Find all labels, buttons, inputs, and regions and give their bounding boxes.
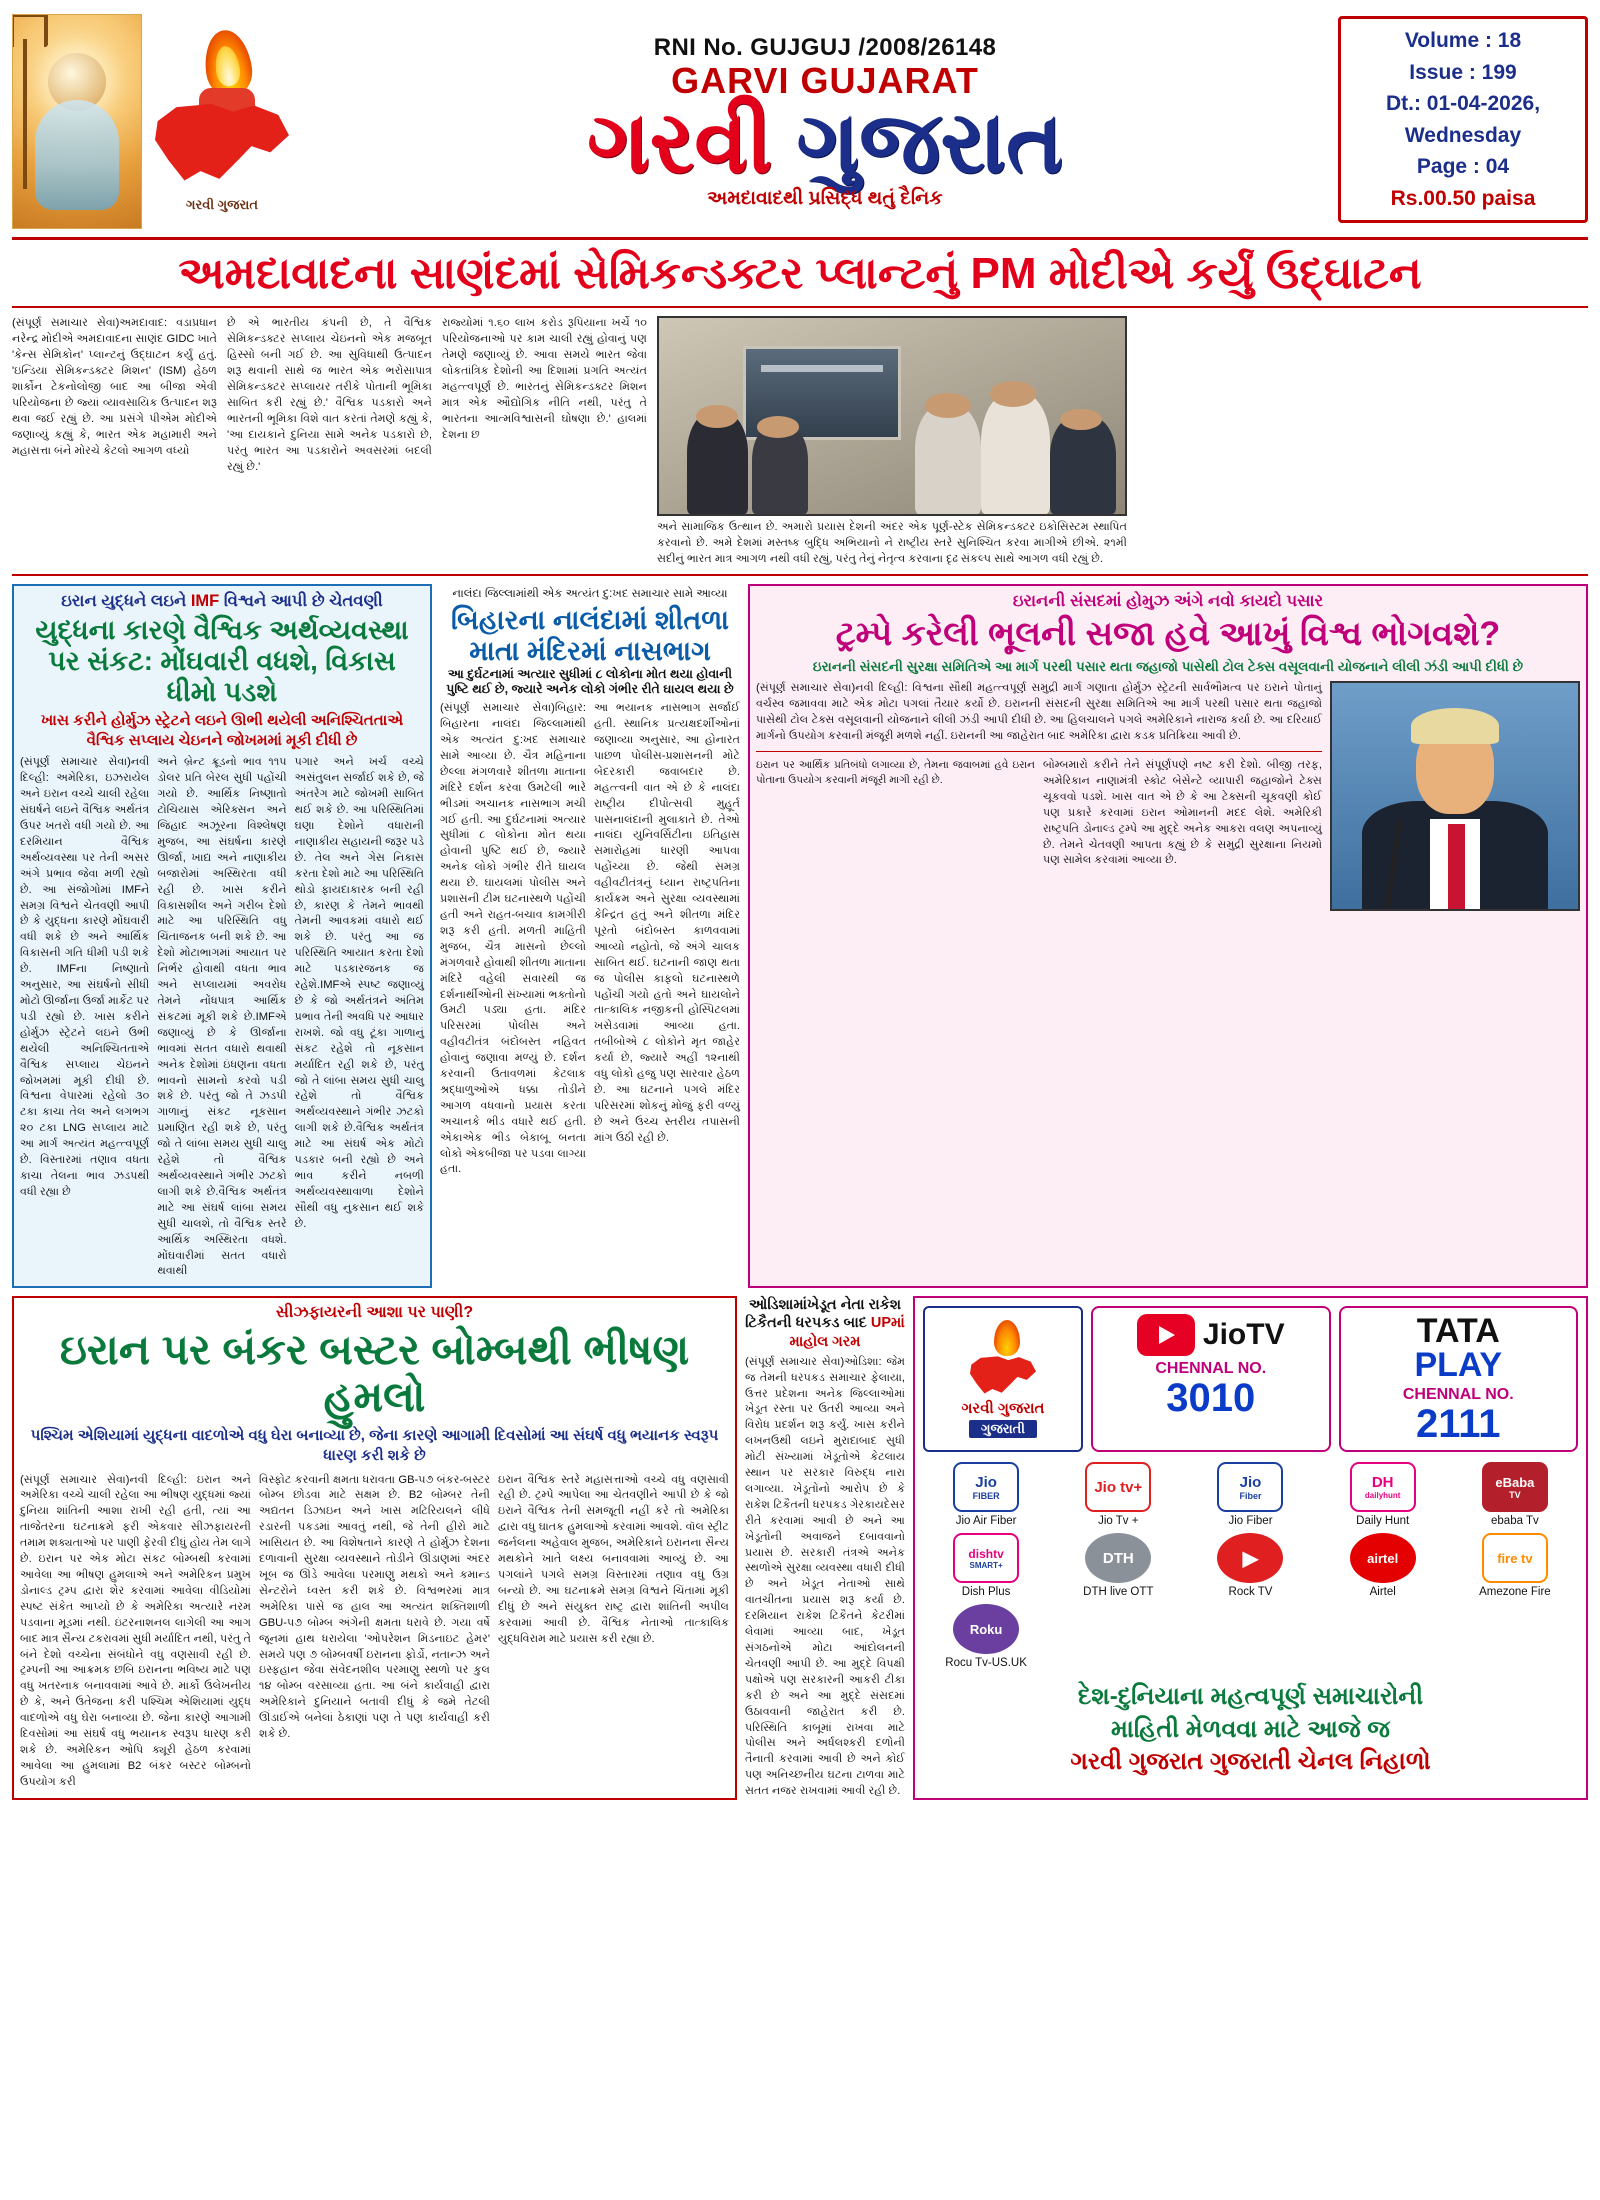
article-bihar-stampede — [440, 584, 740, 1288]
icon-text: eBaba — [1495, 1474, 1535, 1490]
odisha-headline-line-2: ટિકૈતની ધરપકડ બાદ — [745, 1315, 867, 1332]
bunker-subhead: પશ્ચિમ એશિયામાં યુદ્ધના વાદળોએ વધુ ઘેરા બનાવ્યા છે, જેના કારણે આગામી દિવસોમાં આ સંઘર્ષ વધુ ભયાનક સ્વરૂપ ધારણ કરી શકે છે — [30, 1427, 719, 1465]
roku-icon — [953, 1604, 1019, 1654]
jiotv-channel-label: CHENNAL NO. — [1155, 1360, 1267, 1378]
advertisement-channel — [913, 1296, 1588, 1800]
platform-label: Jio Air Fiber — [955, 1515, 1017, 1528]
imf-col-3: પગાર અને ખર્ચ વચ્ચે અસંતુલન સર્જાઈ શકે છે, જે અંતરેગ માટે જોખમી સાબિત થઈ શકે છે. આ પરિસ્થિતિમાં ઘણા દેશોને વધારાની નાણાકીય સહાયની જરૂર પડે છે. તેલ અને ગેસ નિકાસ કરતા દેશો માટે આ પરિસ્થિતિ થોડો ફાયદાકારક બની રહી છે, કારણ કે તેમને ભાવથી તેમની આવકમાં વધારો થઈ શકે છે. પરંતુ આ જ પરિસ્થિતિ આયાત કરતા દેશો માટે પડકારજનક જ રહેશે.IMFએ સ્પષ્ટ જણાવ્યું છે કે જો અર્થતંત્રને અંતિમ પ્રભાવ તેની અવધિ પર આધાર રાખશે. જો વધુ ટૂંકા ગાળાનું સંકટ રહેશે તો નૂકસાન મર્યાદિત રહી શકે છે, પરંતુ જો તે લાંબા સમય સુધી ચાલુ રહેશે તો વૈશ્વિક અર્થવ્યવસ્થાને ગંભીર ઝટકો લાગી શકે છે.વૈશ્વિક અર્થતંત્ર માટે આ સંઘર્ષ એક મોટો પડકાર બની રહ્યો છે અને ભાવ કરીને નબળી અર્થવ્યવસ્થાવાળા દેશોને સૌથી વધુ નુકસાન થઈ શકે છે. — [294, 756, 424, 1230]
lead-col-3: રાજ્યોમાં ૧.૬૦ લાખ કરોડ રૂપિયાના ખર્ચે ૧૦ પરિયોજનાઓ પર કામ ચાલી રહ્યું હોવાનું પણ તેમણે જણાવ્યું છે. આવા સમયે ભારત જેવા લોકતાંત્રિક દેશોની આ દિશામાં પ્રગતિ અત્યંત મહત્ત્વપૂર્ણ છે. ભારતનું સેમિકન્ડક્ટર મિશન માત્ર એક ઔદ્યોગિક નીતિ નથી, પરંતુ તે ભારતના આત્મવિશ્વાસની ઘોષણા છે.' હાલમાં દેશના છ — [442, 317, 647, 441]
dish-plus-icon — [953, 1533, 1019, 1583]
imf-headline: યુદ્ધના કારણે વૈશ્વિક અર્થવ્યવસ્થા પર સંકટ: મોંઘવારી વધશે, વિકાસ ધીમો પડશે — [35, 615, 409, 707]
jio-fiber-icon — [1217, 1462, 1283, 1512]
logo-caption: ગરવી ગુજરાત — [186, 197, 258, 212]
masthead-center — [312, 10, 1338, 233]
bunker-col-1: (સંપૂર્ણ સમાચાર સેવા)નવી દિલ્હી: ઇરાન અને અમેરિકા વચ્ચે ચાલી રહેલા આ ભીષણ યુદ્ધમાં જ્યાં દુનિયા શાંતિની આશા રાખી રહી હતી, ત્યાં આ તાજેતરના ઘટનાક્રમે ફરી એકવાર સીઝફાયરની તમામ શક્યતાઓ પર પાણી ફેરવી દીધું હોય તેમ લાગે છે. ઇરાન પર એક મોટા સંકટ બોમ્બથી કરવામાં આવેલા આ ભીષણ હુમલાએ અને અમેરિકન પ્રમુખ ડોનાલ્ડ ટ્રમ્પ દ્વારા શેર કરવામાં આવેલા વીડિયોમાં સ્પષ્ટ સંકેત આપ્યો છે કે અમેરિકા અત્યારે નરમ પડવાના મૂડમાં નથી. ઇંટરનાશનલ લાગેલી આ આગ બાદ માત્ર સૈન્ય ટકરાવમાં સુધી મર્યાદિત નથી, પરંતુ તે બંને દેશો વચ્ચેના સંબંધોને વધુ વણસાવી રહી છે. ટ્રમ્પની આ આક્રમક છબિ ઇરાનના ભવિષ્ય માટે પણ વધુ ખતરનાક બનાવવામાં આવે છે. માર્કો ઉલેખનીય છે કે, અને ઉતેજના કરી પશ્ચિમ એશિયામાં યુદ્ધ વાદળોએ વધુ ઘેરા બનાવ્યા છે. જેના કારણે આગામી દિવસોમાં આ સંઘર્ષ વધુ ભયાનક સ્વરૂપ ધારણ કરી શકે છે. અમેરિકન ઓપિ ક્યૂરી હેઠળ કરવામાં આવેલા આ હુમલામાં B2 બંકર બસ્ટર બોમ્બનો ઉપયોગ કરી — [20, 1473, 251, 1788]
icon-text: airtel — [1367, 1550, 1399, 1566]
imf-kicker — [20, 592, 424, 611]
price: Rs.00.50 paisa — [1390, 186, 1536, 210]
jio-fiber-icon — [953, 1462, 1019, 1512]
icon-text: DH — [1371, 1474, 1394, 1492]
paper-name-english: GARVI GUJARAT — [671, 59, 979, 101]
title-part-1: ગરવી — [586, 94, 773, 191]
tata-word: TATA — [1416, 1312, 1500, 1351]
platform-item[interactable] — [1187, 1533, 1313, 1598]
play-button-icon — [1137, 1314, 1195, 1356]
pm-modi-photo — [657, 316, 1127, 516]
airtel-icon — [1350, 1533, 1416, 1583]
title-part-2: ગુજરાત — [796, 94, 1063, 191]
bunker-col-3: ઇરાન વૈશ્વિક સ્તરે મહાસત્તાઓ વચ્ચે વધુ વણસાવી રહી છે. ટ્રમ્પે આપેલા આ ચેતવણીને આપી છે કે જો ઇરાને વૈશ્વિક તેની સમજૂતી નહીં કરે તો અમેરિકા દ્વારા વધુ ઘાતક હુમલાઓ કરવામાં આવશે. વૉલ સ્ટ્રીટ જર્નલના અહેવાલ મુજબ, અમેરિકાને ઇરાનના સૈન્ય મથકોને ખાતે લક્ષ્ય બનાવવામાં આવ્યું છે. આ પગલાંને પગલે સમગ્ર વિસ્તારમાં તણાવ વધુ ઉગ્ર બન્યો છે. આ ઘટનાક્રમે સમગ્ર વિશ્વને ચિંતામાં મૂકી દીધું છે અને સંયુક્ત રાષ્ટ્ર દ્વારા શાંતિની અપીલ કરવામાં આવી છે. વૈશ્વિક નેતાઓ તાત્કાલિક યુદ્ધવિરામ માટે પ્રયાસ કરી રહ્યા છે. — [498, 1473, 729, 1645]
odisha-headline-line-3: UPમાં માહોલ ગરમ — [789, 1315, 905, 1350]
imf-subhead: ખાસ કરીને હોર્મુઝ સ્ટ્રેટને લઇને ઊભી થયેલી અનિશ્ચિતતાએ વૈશ્વિક સપ્લાય ચેઇનને જોખમમાં મૂકી દીધી છે — [40, 712, 404, 749]
date: Dt.: 01-04-2026, — [1385, 92, 1541, 115]
tataplay-channel-card[interactable] — [1339, 1306, 1579, 1452]
masthead-left — [12, 10, 312, 233]
page-number: Page : 04 — [1416, 155, 1510, 178]
odisha-headline — [745, 1296, 905, 1350]
icon-text: dishtv — [968, 1546, 1004, 1561]
weekday: Wednesday — [1404, 123, 1522, 147]
trump-subhead: ઇરાનની સંસદની સુરક્ષા સમિતિએ આ માર્ગ પરથી પસાર થતા જહાજો પાસેથી ટોલ ટેક્સ વસૂલવાની યોજનાને લીલી ઝંડી આપી દીધી છે — [812, 659, 1524, 675]
platform-label: ebaba Tv — [1491, 1515, 1539, 1528]
trump-headline: ટ્રમ્પે કરેલી ભૂલની સજા હવે આખું વિશ્વ ભોગવશે? — [835, 615, 1501, 654]
ad-footer-line-3: ગરવી ગુજરાત ગુજરાતી ચેનલ નિહાળો — [1070, 1748, 1431, 1776]
odisha-body: (સંપૂર્ણ સમાચાર સેવા)ઓડિશા: જેમ જ તેમની ધરપકડ સમાચાર ફેલાયા, ઉત્તર પ્રદેશના અનેક જિલ્લાઓમાં ખેડૂત રસ્તા પર ઉતરી આવ્યા અને વિરોધ પ્રદર્શન શરૂ કર્યું. ખાસ કરીને લખનઉથી લઇને મુરાદાબાદ સુધી મોટી સંખ્યામાં ખેડૂતોએ કેટલાય સ્થાન પર સરકાર વિરુદ્ધ નારા લગાવ્યા. ખેડૂતોનો આરોપ છે કે રાકેશ ટિકૈતની ધરપકડ ગેરકાયદેસર રીતે કરવામાં આવી છે અને આ ખેડૂતોની અવાજને દબાવવાનો પ્રયાસ છે. સરકારી તંત્રએ અનેક સ્થળોએ સુરક્ષા વ્યવસ્થા વધારી દીધી છે અને ખેડૂત નેતાઓ સાથે વાતચીતના પ્રયાસ શરૂ કર્યા છે. દરમિયાન રાકેશ ટિકૈતને કેટરીમાં લેવામાં આવ્યા બાદ, ખેડૂત સંગઠનોએ મોટા આંદોલનની ચેતવણી આપી છે. આ મુદ્દે વિપક્ષી પક્ષોએ પણ સરકારની આકરી ટીકા કરી છે અને આ મુદ્દે સંસદમાં ઉઠાવવાની જાહેરાત કરી છે. પરિસ્થિતિ કાબૂમાં રાખવા માટે પોલીસ અને અર્ધલશ્કરી દળોની તૈનાતી કરવામાં આવી છે અને કોઈ પણ અનિચ્છનીય ઘટના ટાળવા માટે સતત નજર રાખવામાં આવી રહી છે. — [745, 1355, 905, 1798]
volume: Volume : 18 — [1404, 29, 1522, 52]
icon-text: Roku — [969, 1621, 1003, 1637]
odisha-headline-line-1: ઓડિશામાંખેડૂત નેતા રાકેશ — [748, 1297, 902, 1314]
masthead — [12, 10, 1588, 240]
article-odisha-tikait — [745, 1296, 905, 1800]
platform-label: Jio Tv + — [1098, 1515, 1139, 1528]
trump-kicker: ઇરાનની સંસદમાં હોમુઝ અંગે નવો કાયદો પસાર — [1012, 592, 1324, 611]
jio-tv-plus-icon — [1085, 1462, 1151, 1512]
bunker-headline: ઇરાન પર બંકર બસ્ટર બોમ્બથી ભીષણ હુમલો — [59, 1326, 690, 1421]
icon-text: Jio — [975, 1473, 997, 1491]
platform-item[interactable] — [1320, 1533, 1446, 1598]
platform-label: Daily Hunt — [1356, 1515, 1410, 1528]
torch-map-icon — [147, 30, 297, 195]
lead-col-1: (સંપૂર્ણ સમાચાર સેવા)અમદાવાદ: વડાપ્રધાન નરેન્દ્ર મોદીએ અમદાવાદના સાણંદ GIDC ખાતે 'કેન્સ સેમિકોન' પ્લાન્ટનું ઉદ્ઘાટન કર્યું હતું. 'ઇન્ડિયા સેમિકન્ડક્ટર મિશન' (ISM) હેઠળ શાર્કોન ટેકનોલોજી બાદ આ બીજા એવી પરિયોજના છે જ્યાં વ્યાવસાયિક ઉત્પાદન શરૂ થવા જઈ રહ્યું છે. આ પ્રસંગે પીએમ મોદીએ જણાવ્યું કહ્યું કે, ભારત એક મહામારી અને મહાસત્તા બંને મોરચે કેટલો આગળ વધ્યો — [12, 317, 217, 457]
imf-kicker-bold: IMF — [190, 592, 220, 611]
tataplay-channel-number: 2111 — [1415, 1402, 1501, 1447]
platform-label: Amezone Fire — [1479, 1586, 1551, 1599]
platform-item[interactable] — [1320, 1462, 1446, 1527]
rock-tv-icon — [1217, 1533, 1283, 1583]
paper-tagline: અમદાવાદથી પ્રસિદ્ધ થતું દૈનિક — [707, 187, 943, 209]
icon-subtext: dailyhunt — [1364, 1491, 1401, 1501]
bihar-col-2: આ ભયાનક નાસભાગ સર્જાઈ હતી. સ્થાનિક પ્રત્યક્ષદર્શીઓનાં જણાવ્યા અનુસાર, આ હોનારત પાછળ પોલીસ-પ્રશાસનની મોટે બેદરકારી જવાબદાર છે. મહત્ત્વની વાત એ છે કે નાલંદા રાષ્ટ્રીય દીપોત્સવી મુહૂર્ત પાસનાલંદાની મુલાકાતે છે. તેઓ નાલંદા યુનિવર્સિટીના ઇતિહાસ સમારોહમાં ધારણી આપવા પહોંચ્યા છે. જેથી સમગ્ર વહીવટીતંત્રનું ધ્યાન રાષ્ટ્રપતિના કાર્યક્રમ અને સુરક્ષા વ્યવસ્થામાં કેન્દ્રિત હતું અને શીતળા મંદિર પૂરતો બંદોબસ્ત કાળવવામાં આવ્યો નહોતો, જે અંગે ચાલક સાબિત થઈ. ઘટનાની જાણ થતા જ પોલીસ કાફલો ઘટનાસ્થળે પહોંચી ગયો હતો અને ઘાયલોને તાત્કાલિક નજીકની હોસ્પિટલમાં ખસેડવામાં આવ્યા હતા. તબીબોએ ૮ લોકોને મૃત જાહેર કર્યા છે, જ્યારે અહીં ૧૨નાથી વધુ લોકો હજુ પણ સારવાર હેઠળ છે. આ ઘટનાને પગલે મંદિર પરિસરમાં શોકનું મોજું ફરી વળ્યું છે અને ઉચ્ચ સ્તરીય તપાસની માંગ ઉઠી રહી છે. — [594, 702, 740, 1144]
icon-text: DTH — [1102, 1549, 1134, 1567]
dailyhunt-icon — [1350, 1462, 1416, 1512]
lead-headline: અમદાવાદના સાણંદમાં સેમિકન્ડક્ટર પ્લાન્ટનું PM મોદીએ કર્યું ઉદ્ઘાટન — [12, 240, 1588, 308]
article-bunker-buster — [12, 1296, 737, 1800]
icon-subtext: TV — [1509, 1489, 1521, 1500]
fire-tv-icon — [1482, 1533, 1548, 1583]
edition-info-box — [1338, 16, 1588, 223]
paper-name-gujarati — [586, 94, 1063, 191]
platform-item[interactable] — [1452, 1533, 1578, 1598]
imf-kicker-suffix: વિશ્વને આપી છે ચેતવણી — [219, 592, 383, 611]
icon-subtext: Fiber — [1239, 1490, 1262, 1501]
torch-icon — [968, 1320, 1038, 1398]
trump-photo-caption: ઇરાન પર આર્થિક પ્રતિબંધો લગાવ્યા છે, તેમના જવાબમાં હવે ઇરાન પોતાના ઉપયોગ કરવાની મંજૂરી માગી રહી છે. — [756, 759, 1035, 786]
garvi-gujarat-logo — [142, 30, 302, 213]
flame-icon — [994, 1320, 1020, 1356]
ad-garvi-logo — [923, 1306, 1083, 1452]
imf-kicker-prefix: ઇરાન યુદ્ધને લઇને — [61, 592, 191, 611]
platform-label: Airtel — [1369, 1586, 1396, 1599]
bottom-row — [12, 1296, 1588, 1800]
ad-logo-sub: ગુજરાતી — [969, 1420, 1037, 1438]
icon-text: fire tv — [1497, 1550, 1533, 1566]
platform-label: Dish Plus — [961, 1586, 1011, 1599]
lead-right-col-1: અને સામાજિક ઉત્થાન છે. અમારો પ્રયાસ દેશની અંદર એક પૂર્ણ-સ્ટેક સેમિકન્ડક્ટર ઇકોસિસ્ટમ સ્થાપિત કરવાનો છે. અમે દેશમાં મસ્તષ્ક બુદ્ધિ અભિયાનો ને રાષ્ટ્રીય સ્તરે સુનિશ્ચિત કરવા માગીએ છીએ. ૨૧મી સદીનું ભારત માત્ર આગળ નથી વધી રહ્યું, પરંતુ તેનું નેતૃત્વ કરવાના દૃઢ સંકલ્પ સાથે આગળ વધી રહ્યું છે. — [657, 521, 1127, 566]
jiotv-name: JioTV — [1202, 1318, 1285, 1352]
imf-col-2: અને બ્રેન્ટ ક્રૂડનો ભાવ ૧૧૫ ડોલર પ્રતિ બેરલ સુધી પહોંચી ગયો છે. આર્થિક નિષ્ણાતો ટોચિયાસ એરિક્સન અને જિહાદ અઝૂરના વિશ્લેષણ મુજબ, આ સંઘર્ષના કારણે ઊર્જા, ખાદ્ય અને નાણાકીય બજારોમાં અસ્થિરતા વધી રહી છે. ખાસ કરીને વિકાસશીલ અને ગરીબ દેશો માટે આ પરિસ્થિતિ વધુ ચિંતાજનક બની શકે છે. આ દેશો મોટાભાગમાં આયાત પર નિર્ભર હોવાથી વધતા ભાવ અને સપ્લાયમાં અવરોધ તેમને નોંધપાત્ર આર્થિક સંકટમાં મૂકી શકે છે.IMFએ જણાવ્યું છે કે ઊર્જાના ભાવમાં સતત વધારો થવાથી અનેક દેશોમાં ઇંધણના વધતા ભાવનો સામનો કરવો પડી શકે છે. પરંતુ જો તે ઝડપી ગાળાનું સંકટ નૂકસાન પ્રમાણિત રહી શકે છે, પરંતુ જો તે લાંબા સમય સુધી ચાલુ રહેશે તો વૈશ્વિક અર્થવ્યવસ્થાને ગંભીર ઝટકો લાગી શકે છે.વૈશ્વિક અર્થતંત્ર માટે આ સંઘર્ષ લાંબા સમય સુધી ચાલશે, તો વૈશ્વિક સ્તરે આર્થિક અસ્થિરતા વધશે. મોંઘવારીમાં સતત વધારો થવાથી — [157, 756, 287, 1278]
ad-footer-line-2: માહિતી મેળવવા માટે આજે જ — [1111, 1715, 1390, 1743]
issue: Issue : 199 — [1409, 60, 1517, 84]
gujarat-map-icon — [970, 1356, 1036, 1394]
icon-text: Jio — [1239, 1473, 1262, 1491]
platform-item[interactable] — [923, 1533, 1049, 1598]
trump-col-1: (સંપૂર્ણ સમાચાર સેવા)નવી દિલ્હી: વિશ્વના સૌથી મહત્ત્વપૂર્ણ સમુદ્રી માર્ગ ગણાતા હોર્મુઝ સ્ટ્રેટની સાર્વભૌમત્વ પર ઇરાને પોતાનું વર્ચસ્વ જમાવવા માટે એક મોટા પગલાં તૈયાર કર્યો છે. ઇરાનની સંસદની સુરક્ષા સમિતિએ આ માર્ગ પરથી પસાર થતા જહાજો પાસેથી ટોલ ટેક્સ વસૂલવાની યોજનાને લીલી ઝંડી આપી દીધી છે. આ હિલચાલને પગલે અમેરિકાને નારાજ કર્યા છે. આ દરિયાઈ માર્ગનો ઉપયોગ કરવાની મંજૂરી મળશે નહીં. ઇરાનની આ જાહેરાત બાદ અમેરિકા દ્વારા કડક પ્રતિક્રિયા આવી છે. — [756, 682, 1322, 743]
lead-col-2: છે એ ભારતીય કંપની છે, તે વૈશ્વિક સેમિકન્ડક્ટર સપ્લાય ચેઇનનો એક મજબૂત હિસ્સો બની ગઈ છે. આ સુવિધાથી ઉત્પાદન શરૂ થવાની સાથે જ ભારત એક ભરોસાપાત્ર સેમિકન્ડક્ટર સપ્લાયર તરીકે પોતાની ભૂમિકા સાબિત કરી રહ્યું છે.' વૈશ્વિક પડકારો અને ભારતની ભૂમિકા વિશે વાત કરતાં તેમણે કહ્યું કે, 'આ દાયકાને દુનિયા સામે અનેક પડકારો છે, પરંતુ ભારત આ પડકારોને અવસરમાં બદલી રહ્યું છે.' — [227, 317, 432, 473]
bihar-headline: બિહારના નાલંદામાં શીતળા માતા મંદિરમાં નાસભાગ — [451, 605, 729, 667]
platform-item[interactable] — [1055, 1462, 1181, 1527]
dth-dish-icon — [1085, 1533, 1151, 1583]
icon-text: ▶ — [1242, 1547, 1259, 1570]
platform-label: DTH live OTT — [1083, 1586, 1154, 1599]
bihar-kicker: નાલંદા જિલ્લામાંથી એક અત્યંત દુ:ખદ સમાચાર સામે આવ્યા — [452, 588, 728, 601]
jiotv-channel-card[interactable] — [1091, 1306, 1331, 1452]
trump-col-2: બોમ્બમારો કરીને તેને સંપૂર્ણપણે નષ્ટ કરી દેશો. બીજી તરફ, અમેરિકાન નાણામંત્રી સ્કોટ બેસેન્ટે વ્યાપારી જહાજોને ટેક્સ ચૂકવવો પડશે. ખાસ વાત એ છે કે આ ટેક્સની ચૂકવણી કોઈ પણ પ્રકારે કરવામાં ઇરાન ઓમાનની મદદ લેશે. અમેરિકી રાષ્ટ્રપતિ ડોનાલ્ડ ટ્રમ્પે આ મુદ્દે અનેક આકરા વલણ અપનાવ્યું છે. તેમને ચેતવણી આપતા કહ્યું છે કે સમુદ્રી સુરક્ષાના નિયમો પણ સામેલ કરવામાં આવ્યા છે. — [1043, 759, 1322, 867]
platform-label: Jio Fiber — [1228, 1515, 1273, 1528]
play-word: PLAY — [1414, 1346, 1503, 1385]
imf-col-1: (સંપૂર્ણ સમાચાર સેવા)નવી દિલ્હી: અમેરિકા, ઇઝરાયેલ અને ઇરાન વચ્ચે ચાલી રહેલા સંઘર્ષને લઇને વૈશ્વિક અર્થતંત્ર ઉપર ખતરો વધી ગયો છે. આ દરમિયાન વૈશ્વિક અર્થવ્યવસ્થા પર તેની અસર અંગે પ્રભાવ જેવા મળી રહ્યો છે. આ સંજોગોમાં IMFને સમગ્ર વિશ્વને ચેતવણી આપી છે કે યુદ્ધના કારણે મોંઘવારી વધી શકે છે અને આર્થિક વિકાસની ગતિ ધીમી પડી શકે છે. IMFના નિષ્ણાતો અનુસાર, આ સંઘર્ષનો સીધી મોટો ઊર્જાના ઉર્જા માર્કેટ પર પડી રહ્યો છે. ખાસ કરીને હોર્મુઝ સ્ટ્રેટને લઇને ઉભી થયેલી અનિશ્ચિતતાએ વૈશ્વિક સપ્લાય ચેઇનને જોખમમાં મૂકી દીધી છે. વિશ્વના વેપારમાં રહેલો ૩૦ ટકા કાચા તેલ અને લગભગ ૨૦ ટકા LNG સપ્લાય માટે આ માર્ગ અત્યંત મહત્ત્વપૂર્ણ છે. વિસ્તારમાં તણાવ વધતા કાચા તેલના ભાવ ઝડપથી વધી રહ્યા છે — [20, 756, 150, 1198]
gujarat-map-icon — [155, 104, 289, 182]
tataplay-channel-label: CHENNAL NO. — [1402, 1386, 1514, 1404]
platform-label: Rock TV — [1228, 1586, 1273, 1599]
platform-item[interactable] — [1187, 1462, 1313, 1527]
trump-photo — [1330, 681, 1580, 911]
tataplay-name — [1347, 1312, 1571, 1385]
ad-platform-grid — [923, 1462, 1578, 1669]
rni-number: RNI No. GUJGUJ /2008/26148 — [653, 33, 997, 61]
platform-label: Rocu Tv-US.UK — [945, 1657, 1027, 1670]
bihar-subhead: આ દુર્ઘટનામાં અત્યાર સુધીમાં ૮ લોકોના મોત થયા હોવાની પુષ્ટિ થઈ છે, જ્યારે અનેક લોકો ગંભીર રીતે ઘાયલ થયા છે — [446, 667, 734, 697]
ad-footer-line-1: દેશ-દુનિયાના મહત્વપૂર્ણ સમાચારોની — [1077, 1683, 1424, 1711]
platform-item[interactable] — [1055, 1533, 1181, 1598]
icon-subtext: FIBER — [972, 1490, 1000, 1501]
ad-top-row — [923, 1306, 1578, 1452]
lead-article — [12, 308, 1588, 576]
ebaba-tv-icon — [1482, 1462, 1548, 1512]
bihar-col-1: (સંપૂર્ણ સમાચાર સેવા)બિહાર: બિહારના નાલંદા જિલ્લામાંથી એક અત્યંત દુ:ખદ સમાચાર સામે આવ્યા છે. ચૈત્ર મહિનાના છેલ્લા મંગળવારે શીતળા માતાના મંદિરે દર્શન કરવા ઉમટેલી ભારે ભીડમાં અચાનક નાસભાગ મચી ગઈ હતી. આ દુર્ઘટનામાં અત્યાર સુધીમાં ૮ લોકોના મોત થયા હોવાની પુષ્ટિ થઈ છે, જ્યારે અનેક લોકો ગંભીર રીતે ઘાયલ થયા છે. ઘાયલમાં પોલીસ અને પ્રશાસની ટીમ ઘટનાસ્થળે પહોંચી હતી અને રાહત-બચાવ કામગીરી શરૂ કરી હતી. મળતી માહિતી મુજબ, ચૈત્ર માસનો છેલ્લો મંગળવારે હોવાથી શીતળા માતાના મંદિરે વહેલી સવારથી જ દર્શનાર્થીઓની સંખ્યામાં ભક્તોનો ઉમટી પડ્યા હતા. મંદિર પરિસરમાં પોલીસ અને વહીવટીતંત્ર બંદોબસ્ત નહિવત હોવાનું જણાવા મળ્યું છે. દર્શન કરવાની ઉતાવળમાં કેટલાક શ્રદ્ધાળુઓએ ધક્કા તોડીને આગળ વધવાનો પ્રયાસ કરતા અચાનકે ભીડ વધારે થઈ હતી. એકાએક ભીડ બેકાબૂ બનતા લોકો એકબીજા પર પડવા લાગ્યા હતા. — [440, 702, 586, 1176]
platform-item[interactable] — [923, 1604, 1049, 1669]
platform-item[interactable] — [1452, 1462, 1578, 1527]
icon-subtext: SMART+ — [969, 1560, 1003, 1570]
secondary-articles-row — [12, 584, 1588, 1288]
platform-item[interactable] — [923, 1462, 1049, 1527]
article-imf-warning — [12, 584, 432, 1288]
bunker-col-2: વિસ્ફોટ કરવાની ક્ષમતા ધરાવતા GB-૫૭ બંકર-બસ્ટર બોમ્બ છોડવા માટે સક્ષમ છે. B2 બોમ્બર તેની અદ્યતન ડિઝાઇન અને ખાસ મટિરિયલને લીધે રડારની પકડમાં આવતું નથી, જે તેની હીરો માટે ખાસિયત છે. આ વિશેષતાને કારણે તે હોર્મુઝ દેશના દળાવાની સુરક્ષા વ્યવસ્થાને તોડીને ઊંડાણમાં અંદર ખૂબ જ ઊંડે આવેલા પરમાણુ મથકો અને કમાન્ડ સેન્ટરોને ધ્વસ્ત કરી શકે છે. વિશ્વભરમાં માત્ર અમેરિકા પાસે જ હાલ આ અત્યંત શક્તિશાળી GBU-૫૭ બોમ્બ અંગેની ક્ષમતા ધરાવે છે. ગયા વર્ષે જૂનમાં હાથ ધરાયેલા 'ઓપરેશન મિડનાઇટ હેમર' સમયે પણ ૭ બોમ્બવર્ષી ઇરાનના ફોર્ડો, નતાન્ઝ અને ઇસ્ફહાન જેવા સંવેદનશીલ પરમાણુ સ્થળો પર કુલ ૧૪ બોમ્બ વરસાવ્યા હતા. આ બંને કાર્યવાહી દ્વારા અમેરિકાને દુનિયાને બતાવી દીધું કે જમે તેટલી ઊંડાઈએ બનેલાં ઠેકાણાં પણ તે પણ કાર્યવાહી કરી શકે છે. — [259, 1473, 490, 1741]
icon-text: Jio tv+ — [1094, 1478, 1143, 1496]
ad-footer — [923, 1681, 1578, 1778]
article-trump-hormuz — [748, 584, 1588, 1288]
bunker-kicker: સીઝફાયરની આશા પર પાણી? — [275, 1304, 474, 1322]
jiotv-channel-number: 3010 — [1166, 1376, 1256, 1421]
ad-logo-title: ગરવી ગુજરાત — [961, 1400, 1045, 1418]
trident-icon — [23, 39, 27, 189]
shiva-illustration — [12, 14, 142, 229]
